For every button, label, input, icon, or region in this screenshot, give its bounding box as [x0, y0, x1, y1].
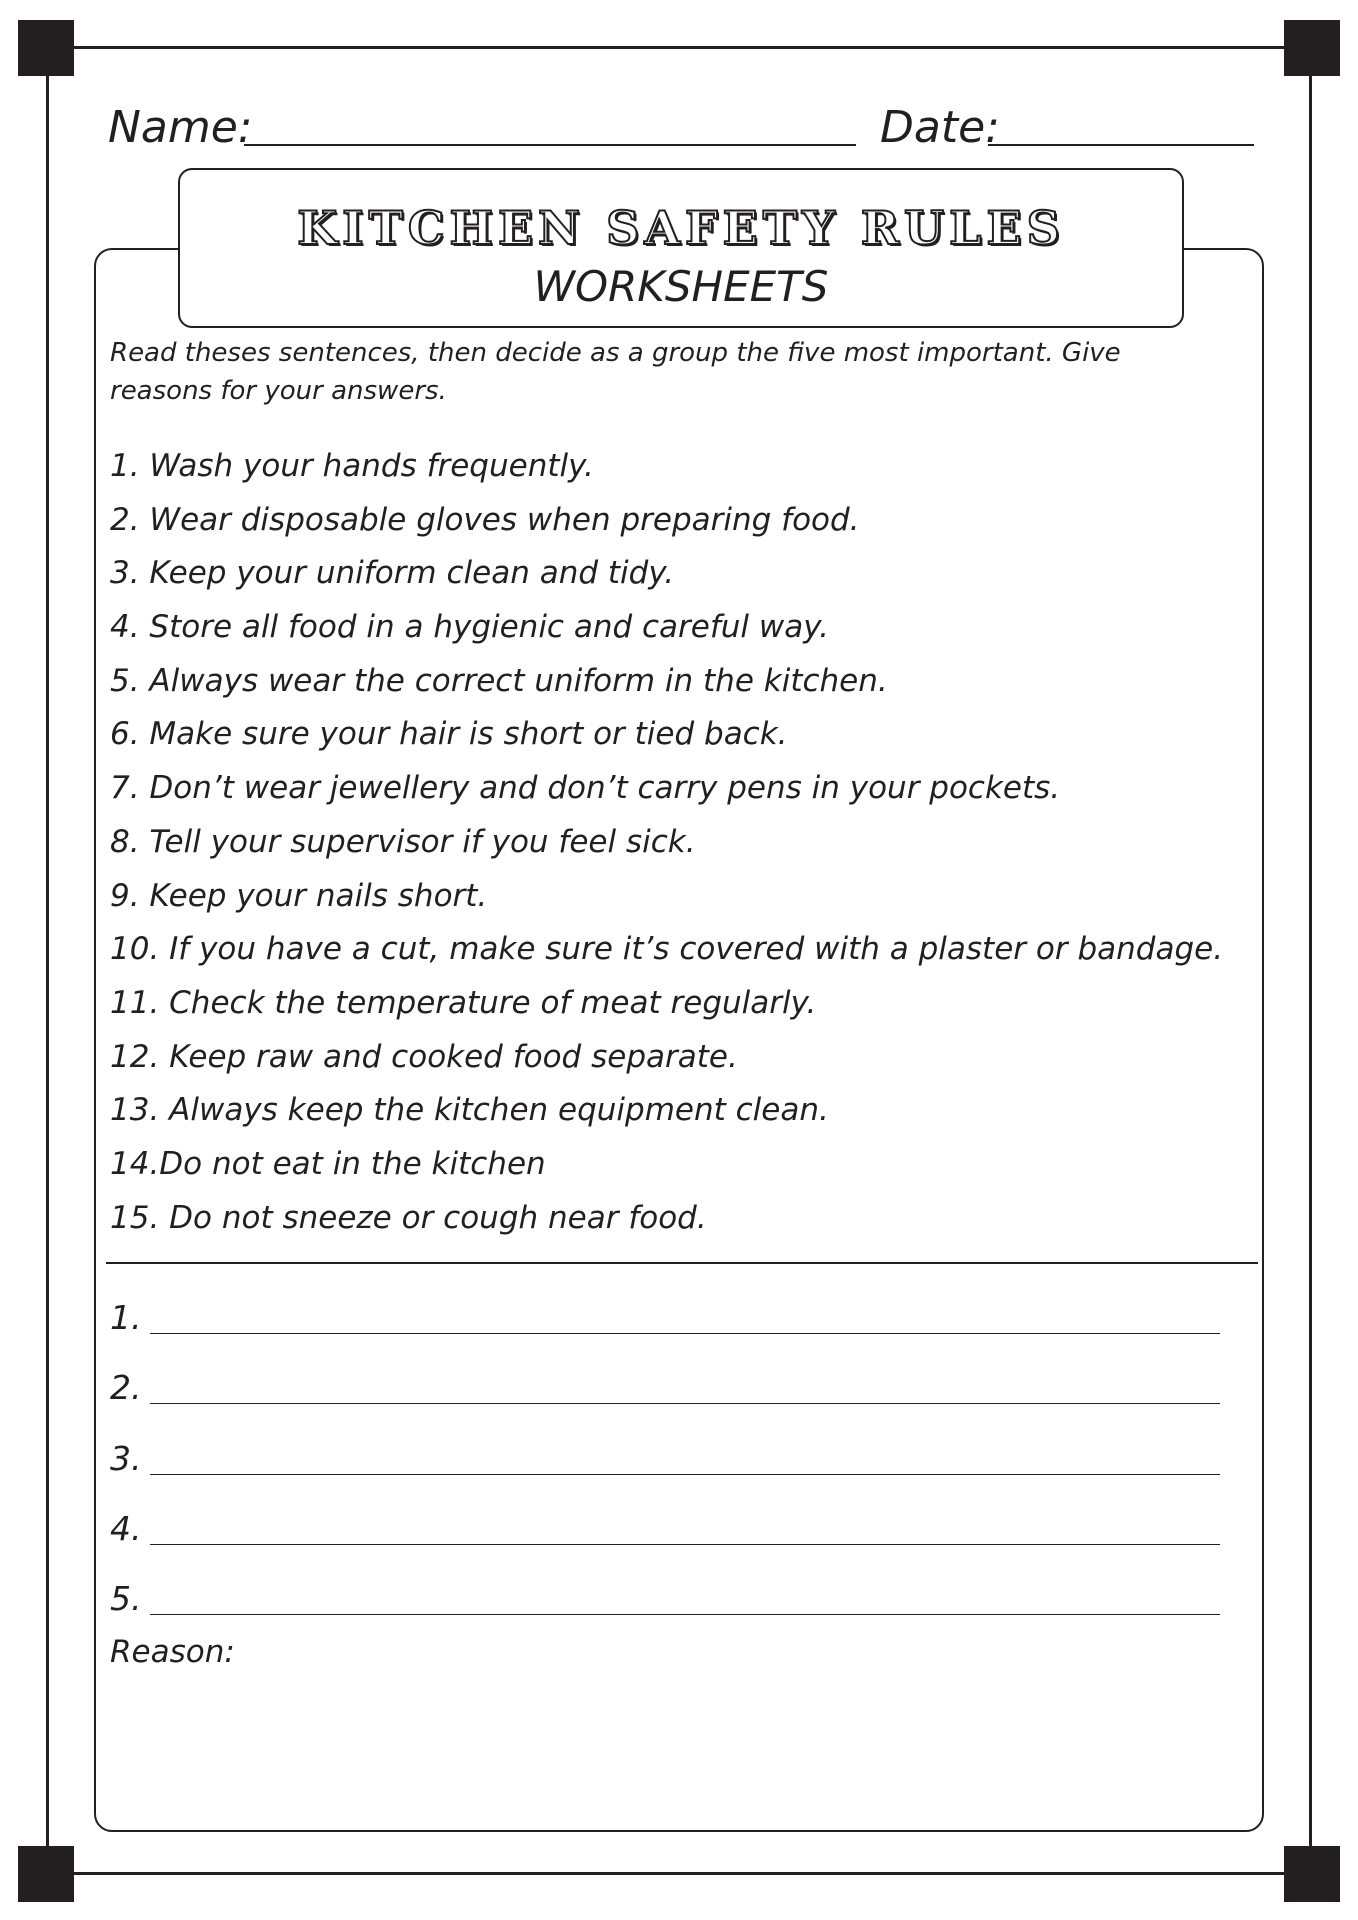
rule-item: 2. Wear disposable gloves when preparing food.	[110, 501, 860, 538]
date-field[interactable]	[988, 144, 1254, 146]
answer-number: 4.	[110, 1509, 142, 1548]
answer-row	[110, 1431, 1220, 1481]
rule-item: 5. Always wear the correct uniform in the kitchen.	[110, 662, 888, 699]
rule-item: 8. Tell your supervisor if you feel sick.	[110, 823, 696, 860]
title-box	[178, 168, 1184, 328]
border-left-line	[46, 46, 49, 1875]
rule-item: 11. Check the temperature of meat regularly.	[110, 984, 817, 1021]
answer-line[interactable]	[150, 1544, 1220, 1545]
rule-item: 10. If you have a cut, make sure it’s covered with a plaster or bandage.	[110, 931, 1224, 968]
rule-item: 1. Wash your hands frequently.	[110, 448, 594, 484]
rule-item: 13. Always keep the kitchen equipment clean.	[110, 1092, 829, 1129]
border-right-line	[1309, 46, 1312, 1875]
rule-item: 4. Store all food in a hygienic and careful way.	[110, 609, 830, 646]
section-divider	[106, 1262, 1258, 1264]
name-field[interactable]	[244, 144, 856, 146]
rule-item: 14.Do not eat in the kitchen	[110, 1145, 546, 1182]
instructions-text: Read theses sentences, then decide as a group the five most important. Give reasons for your answers.	[110, 338, 1121, 406]
reason-label: Reason:	[110, 1634, 235, 1670]
border-bottom-line	[46, 1872, 1312, 1875]
date-label: Date:	[880, 102, 1000, 153]
answer-number: 2.	[110, 1368, 142, 1407]
rule-item: 15. Do not sneeze or cough near food.	[110, 1199, 707, 1236]
rule-item: 7. Don’t wear jewellery and don’t carry pens in your pockets.	[110, 770, 1061, 807]
answer-row	[110, 1501, 1220, 1551]
page-subtitle: WORKSHEETS	[533, 262, 829, 311]
answer-line[interactable]	[150, 1333, 1220, 1334]
answer-line[interactable]	[150, 1474, 1220, 1475]
rule-item: 12. Keep raw and cooked food separate.	[110, 1038, 738, 1075]
answer-line[interactable]	[150, 1403, 1220, 1404]
answer-line[interactable]	[150, 1614, 1220, 1615]
page-title: KITCHEN SAFETY RULES	[297, 201, 1065, 255]
rule-item: 9. Keep your nails short.	[110, 877, 488, 914]
rule-item: 3. Keep your uniform clean and tidy.	[110, 555, 675, 592]
answer-row	[110, 1290, 1220, 1340]
answer-number: 3.	[110, 1439, 142, 1478]
answer-number: 5.	[110, 1579, 142, 1618]
name-label: Name:	[108, 102, 253, 153]
border-top-line	[46, 46, 1312, 49]
answer-row	[110, 1360, 1220, 1410]
rules-list	[110, 440, 1224, 1245]
answer-row	[110, 1571, 1220, 1621]
answer-number: 1.	[110, 1298, 142, 1337]
rule-item: 6. Make sure your hair is short or tied back.	[110, 716, 788, 753]
